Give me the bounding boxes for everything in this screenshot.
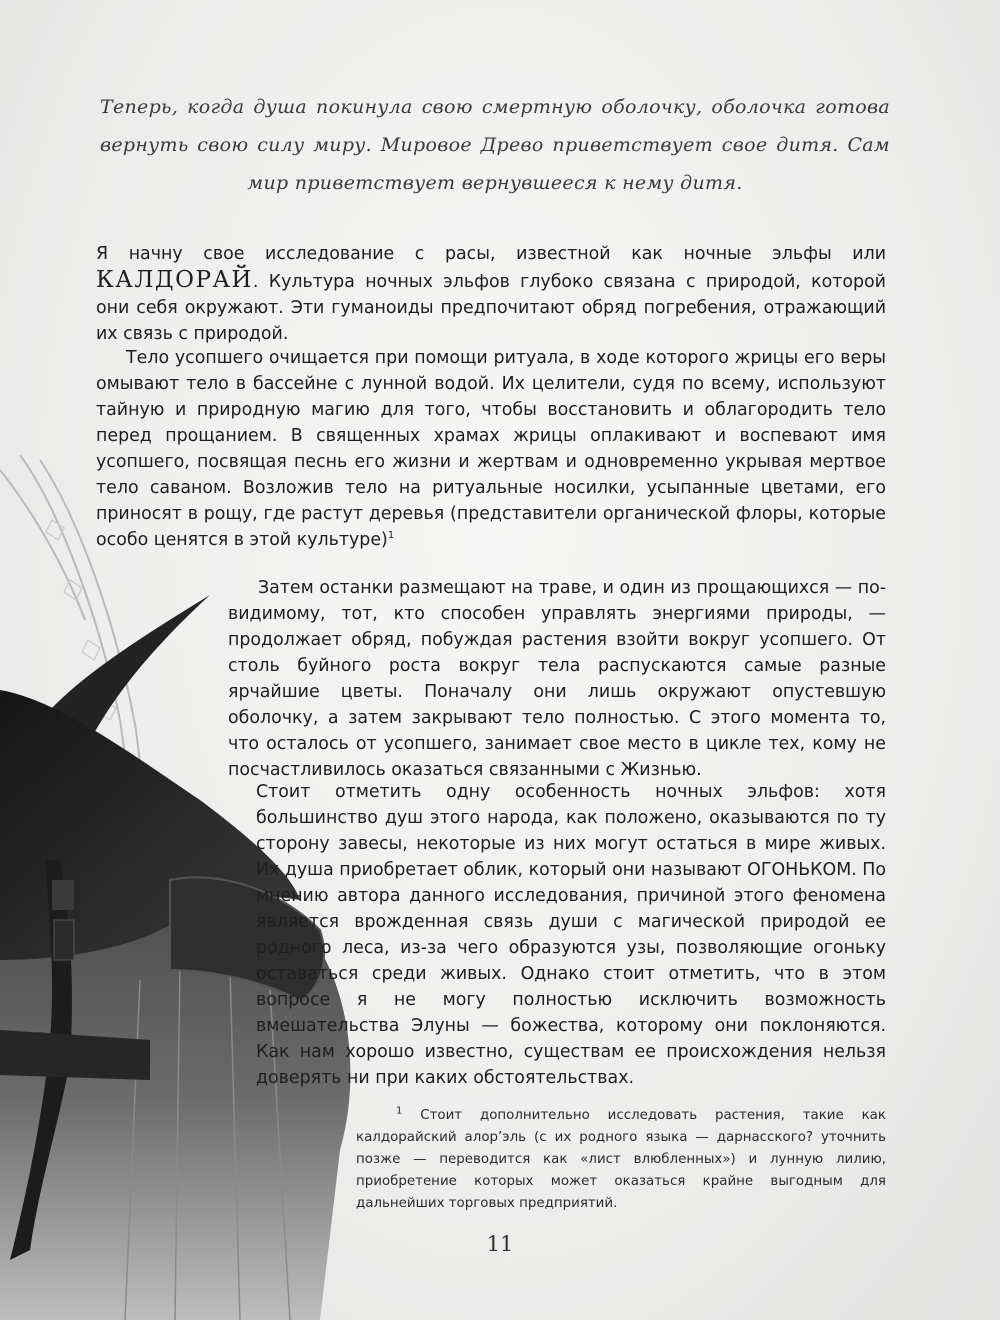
footnote-marker: 1 — [396, 1105, 403, 1117]
intro-text-before: Я начну свое исследование с расы, известной как ночные эльфы или — [96, 244, 886, 264]
paragraph-intro — [96, 241, 886, 347]
footnote — [356, 1105, 886, 1215]
footnote-text: Стоит дополнительно исследовать растения, такие как калдорайский алор’эль (с их родного языка — дарнасского? уточнить позже — переводится как «лист влюбленных») и лунную лилию, приобретение которых может оказаться крайне выгодным для дальнейших торговых предприятий. — [356, 1108, 886, 1211]
page-number: 11 — [486, 1232, 514, 1256]
paragraph-wisp — [256, 779, 886, 1091]
burial-text: Затем останки размещают на траве, и один из прощающихся — по-видимому, тот, кто способен управлять энергиями природы, — продолжает обряд, побуждая растения взойти вокруг усопшего. От столь буйного роста вокруг тела распускаются самые разные ярчайшие цветы. Поначалу они лишь окружают опустевшую оболочку, а затем закрывают тело полностью. С этого момента то, что осталось от усопшего, занимает свое место в цикле тех, кому не посчастливилось оказаться связанными с Жизнью. — [228, 578, 886, 780]
epigraph: Теперь, когда душа покинула свою смертную оболочку, оболочка готова вернуть свою силу миру. Мировое Древо приветствует свое дитя. Сам мир приветствует вернувшееся к нему дитя. — [100, 96, 890, 194]
kaldorai-term: КАЛДОРАЙ — [96, 267, 253, 293]
paragraph-burial — [228, 575, 886, 783]
wisp-text: Стоит отметить одну особенность ночных эльфов: хотя большинство душ этого народа, как положено, оказываются по ту сторону завесы, некоторые из них могут остаться в мире живых. Их душа приобретает облик, который они называют ОГОНЬКОМ. По мнению автора данного исследования, причиной этого феномена является врожденная связь души с магической природой ее родного леса, из-за чего образуются узы, позволяющие огоньку оставаться среди живых. Однако стоит отметить, что в этом вопросе я не могу полностью исключить возможность вмешательства Элуны — божества, которому они поклоняются. Как нам хорошо известно, существам ее происхождения нельзя доверять ни при каких обстоятельствах. — [256, 782, 886, 1088]
paragraph-ritual — [96, 345, 886, 553]
footnote-ref[interactable]: 1 — [387, 530, 395, 542]
ritual-text: Тело усопшего очищается при помощи ритуала, в ходе которого жрицы его веры омывают тело в бассейне с лунной водой. Их целители, судя по всему, используют тайную и природную магию для того, чтобы восстановить и облагородить тело перед прощанием. В священных храмах жрицы оплакивают и воспевают имя усопшего, посвящая песнь его жизни и жертвам и одновременно укрывая мертвое тело саваном. Возложив тело на ритуальные носилки, усыпанные цветами, его приносят в рощу, где растут деревья (представители органической флоры, которые особо ценятся в этой культуре) — [96, 348, 886, 550]
intro-text-after: . Культура ночных эльфов глубоко связана с природой, которой они себя окружают. Эти гуманоиды предпочитают обряд погребения, отражающий их связь с природой. — [96, 272, 886, 344]
